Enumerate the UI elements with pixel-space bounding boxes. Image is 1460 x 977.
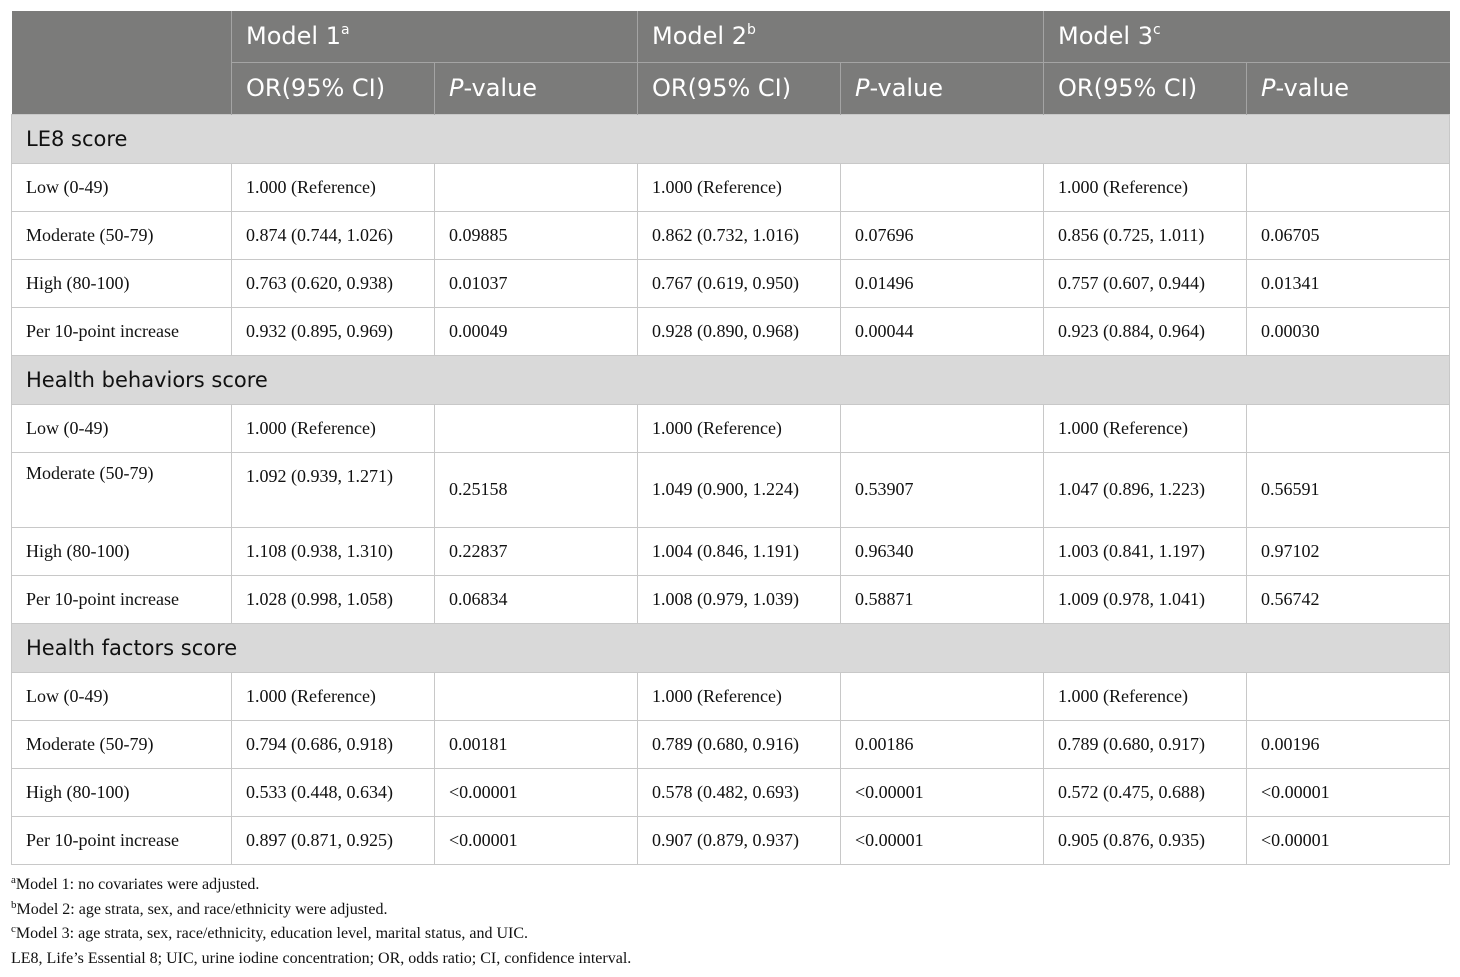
table-body — [12, 114, 1450, 864]
or-ci-header: OR(95% CI) — [638, 62, 841, 114]
footnote-line — [11, 947, 631, 972]
model-1-or-cell: 1.000 (Reference) — [232, 672, 435, 720]
model-2-or-cell: 0.928 (0.890, 0.968) — [638, 307, 841, 355]
table-footnotes — [11, 873, 631, 971]
model-1-or-cell: 0.932 (0.895, 0.969) — [232, 307, 435, 355]
model-1-p-cell — [435, 672, 638, 720]
model-3-p-cell: 0.00030 — [1247, 307, 1450, 355]
model-2-p-cell: <0.00001 — [841, 816, 1044, 864]
model-2-p-cell — [841, 672, 1044, 720]
odds-ratio-table — [11, 11, 1450, 865]
model-3-or-cell: 1.000 (Reference) — [1044, 163, 1247, 211]
table-row — [12, 816, 1450, 864]
footnote-line — [11, 922, 631, 947]
row-label-cell: High (80-100) — [12, 768, 232, 816]
model-2-or-cell: 0.789 (0.680, 0.916) — [638, 720, 841, 768]
model-3-or-cell: 1.047 (0.896, 1.223) — [1044, 452, 1247, 527]
p-value-header: P-value — [435, 62, 638, 114]
table-row — [12, 575, 1450, 623]
model-2-or-cell: 0.578 (0.482, 0.693) — [638, 768, 841, 816]
model-3-or-cell: 0.905 (0.876, 0.935) — [1044, 816, 1247, 864]
footnote-text: Model 1: no covariates were adjusted. — [15, 876, 260, 893]
table-row — [12, 259, 1450, 307]
footnote-text: Model 3: age strata, sex, race/ethnicity, education level, marital status, and UIC. — [15, 925, 529, 942]
model-1-p-cell: <0.00001 — [435, 816, 638, 864]
footnote-text: LE8, Life’s Essential 8; UIC, urine iodine concentration; OR, odds ratio; CI, confidence interval. — [11, 949, 632, 967]
row-label-cell: Moderate (50-79) — [12, 452, 232, 527]
table-row — [12, 768, 1450, 816]
model-1-header: Model 1$^a$ — [232, 11, 638, 62]
table-row — [12, 163, 1450, 211]
or-ci-header: OR(95% CI) — [1044, 62, 1247, 114]
model-2-or-cell: 1.000 (Reference) — [638, 163, 841, 211]
row-label-cell: Low (0-49) — [12, 672, 232, 720]
results-table-container — [11, 11, 1449, 865]
model-3-p-cell: <0.00001 — [1247, 768, 1450, 816]
table-row — [12, 452, 1450, 527]
model-3-p-cell — [1247, 672, 1450, 720]
model-1-p-cell: <0.00001 — [435, 768, 638, 816]
row-label-cell: Low (0-49) — [12, 404, 232, 452]
model-2-p-cell: 0.07696 — [841, 211, 1044, 259]
model-3-or-cell: 1.000 (Reference) — [1044, 404, 1247, 452]
table-row — [12, 404, 1450, 452]
section-title: Health behaviors score — [12, 355, 1450, 404]
table-row — [12, 527, 1450, 575]
row-label-cell: Low (0-49) — [12, 163, 232, 211]
model-1-p-cell: 0.00181 — [435, 720, 638, 768]
model-2-or-cell: 0.862 (0.732, 1.016) — [638, 211, 841, 259]
model-3-or-cell: 0.572 (0.475, 0.688) — [1044, 768, 1247, 816]
footnote-line — [11, 898, 631, 923]
model-1-or-cell: 1.108 (0.938, 1.310) — [232, 527, 435, 575]
model-2-p-cell: 0.96340 — [841, 527, 1044, 575]
model-3-or-cell: 0.856 (0.725, 1.011) — [1044, 211, 1247, 259]
model-1-p-cell: 0.01037 — [435, 259, 638, 307]
model-3-p-cell — [1247, 404, 1450, 452]
model-1-or-cell: 0.533 (0.448, 0.634) — [232, 768, 435, 816]
table-row — [12, 672, 1450, 720]
model-3-p-cell: 0.56742 — [1247, 575, 1450, 623]
model-3-or-cell: 0.923 (0.884, 0.964) — [1044, 307, 1247, 355]
footnote-marker: a — [11, 874, 16, 886]
row-label-cell: High (80-100) — [12, 527, 232, 575]
model-2-p-cell — [841, 404, 1044, 452]
model-2-or-cell: 1.049 (0.900, 1.224) — [638, 452, 841, 527]
model-2-p-cell: 0.53907 — [841, 452, 1044, 527]
wrapped-or-text: 1.092 (0.939, 1.271) — [246, 465, 393, 486]
footnote-marker: b — [11, 898, 17, 911]
row-label-cell: Per 10-point increase — [12, 307, 232, 355]
model-1-or-cell: 0.763 (0.620, 0.938) — [232, 259, 435, 307]
model-1-or-cell: 0.897 (0.871, 0.925) — [232, 816, 435, 864]
or-ci-header: OR(95% CI) — [232, 62, 435, 114]
model-1-p-cell: 0.25158 — [435, 452, 638, 527]
model-1-p-cell: 0.09885 — [435, 211, 638, 259]
row-label-cell: Per 10-point increase — [12, 575, 232, 623]
model-1-or-cell: 0.794 (0.686, 0.918) — [232, 720, 435, 768]
model-3-or-cell: 0.789 (0.680, 0.917) — [1044, 720, 1247, 768]
model-2-p-cell: 0.58871 — [841, 575, 1044, 623]
table-row — [12, 720, 1450, 768]
footnote-text: Model 2: age strata, sex, and race/ethnicity were adjusted. — [16, 900, 388, 918]
section-title: Health factors score — [12, 623, 1450, 672]
section-title: LE8 score — [12, 114, 1450, 163]
section-header-row — [12, 355, 1450, 404]
model-2-or-cell: 1.000 (Reference) — [638, 672, 841, 720]
section-header-row — [12, 114, 1450, 163]
row-label-cell: Moderate (50-79) — [12, 211, 232, 259]
model-2-header: Model 2$^b$ — [638, 11, 1044, 62]
model-1-p-cell: 0.00049 — [435, 307, 638, 355]
table-header — [12, 11, 1450, 114]
footnote-line — [11, 873, 631, 898]
section-header-row — [12, 623, 1450, 672]
model-1-p-cell — [435, 163, 638, 211]
model-2-or-cell: 1.008 (0.979, 1.039) — [638, 575, 841, 623]
row-label-cell: Moderate (50-79) — [12, 720, 232, 768]
model-3-p-cell: 0.97102 — [1247, 527, 1450, 575]
header-corner-cell — [12, 11, 232, 114]
model-3-or-cell: 1.009 (0.978, 1.041) — [1044, 575, 1247, 623]
model-1-p-cell: 0.06834 — [435, 575, 638, 623]
table-row — [12, 211, 1450, 259]
model-3-or-cell: 0.757 (0.607, 0.944) — [1044, 259, 1247, 307]
row-label-cell: High (80-100) — [12, 259, 232, 307]
model-2-or-cell: 0.907 (0.879, 0.937) — [638, 816, 841, 864]
model-3-p-cell: 0.56591 — [1247, 452, 1450, 527]
model-1-or-cell: 1.028 (0.998, 1.058) — [232, 575, 435, 623]
footnote-marker: c — [11, 923, 16, 935]
model-1-or-cell: 0.874 (0.744, 1.026) — [232, 211, 435, 259]
model-3-or-cell: 1.003 (0.841, 1.197) — [1044, 527, 1247, 575]
table-row — [12, 307, 1450, 355]
model-3-p-cell: 0.06705 — [1247, 211, 1450, 259]
model-1-p-cell — [435, 404, 638, 452]
p-value-header: P-value — [841, 62, 1044, 114]
model-2-p-cell: 0.00044 — [841, 307, 1044, 355]
model-3-header: Model 3$^c$ — [1044, 11, 1450, 62]
model-3-p-cell: 0.01341 — [1247, 259, 1450, 307]
model-2-p-cell: 0.01496 — [841, 259, 1044, 307]
model-3-p-cell: 0.00196 — [1247, 720, 1450, 768]
model-1-p-cell: 0.22837 — [435, 527, 638, 575]
model-2-or-cell: 0.767 (0.619, 0.950) — [638, 259, 841, 307]
model-1-or-cell: 1.000 (Reference) — [232, 163, 435, 211]
model-2-or-cell: 1.000 (Reference) — [638, 404, 841, 452]
row-label-cell: Per 10-point increase — [12, 816, 232, 864]
model-1-or-cell — [232, 452, 435, 527]
model-2-or-cell: 1.004 (0.846, 1.191) — [638, 527, 841, 575]
model-2-p-cell: <0.00001 — [841, 768, 1044, 816]
model-3-p-cell — [1247, 163, 1450, 211]
model-3-p-cell: <0.00001 — [1247, 816, 1450, 864]
model-3-or-cell: 1.000 (Reference) — [1044, 672, 1247, 720]
model-1-or-cell: 1.000 (Reference) — [232, 404, 435, 452]
model-2-p-cell: 0.00186 — [841, 720, 1044, 768]
model-2-p-cell — [841, 163, 1044, 211]
p-value-header: P-value — [1247, 62, 1450, 114]
